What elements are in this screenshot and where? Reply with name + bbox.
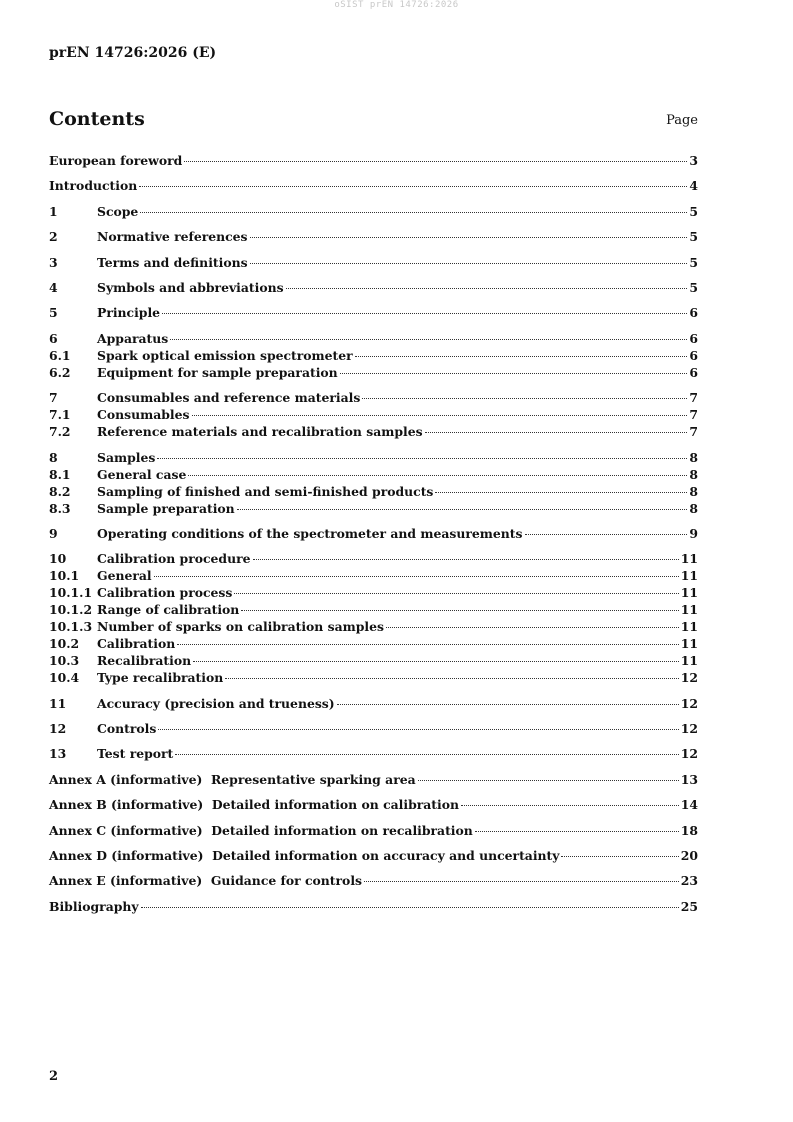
toc-entry[interactable] <box>49 406 698 423</box>
toc-entry-title: Annex E (informative) Guidance for controls <box>49 873 363 889</box>
toc-dot-leader <box>154 576 679 577</box>
toc-entry[interactable] <box>49 423 698 440</box>
toc-dot-leader <box>141 907 679 908</box>
toc-entry-number: 10.2 <box>49 636 80 652</box>
toc-entry-title: Annex A (informative) Representative sparking area <box>49 771 416 787</box>
toc-entry-page: 12 <box>680 746 698 762</box>
toc-dot-leader <box>162 313 687 314</box>
toc-entry-page: 8 <box>689 466 698 482</box>
toc-dot-leader <box>177 644 679 645</box>
toc-entry[interactable] <box>49 279 698 296</box>
toc-entry-page: 11 <box>680 568 698 584</box>
toc-entry-title: General case <box>97 466 187 482</box>
toc-entry-page: 9 <box>689 525 698 541</box>
toc-entry-page: 11 <box>680 602 698 618</box>
toc-entry-page: 5 <box>689 279 698 295</box>
toc-entry-title: Introduction <box>49 178 138 194</box>
toc-entry-number: 10.3 <box>49 653 80 669</box>
toc-entry-number: 10 <box>49 551 67 567</box>
toc-entry[interactable] <box>49 872 698 889</box>
toc-entry[interactable] <box>49 466 698 483</box>
toc-dot-leader <box>241 610 678 611</box>
toc-dot-leader <box>234 593 678 594</box>
toc-entry-title: Recalibration <box>97 653 192 669</box>
toc-entry[interactable] <box>49 669 698 686</box>
toc-entry-title: Calibration process <box>97 585 233 601</box>
toc-entry-page: 4 <box>689 178 698 194</box>
toc-entry-page: 20 <box>680 848 698 864</box>
toc-dot-leader <box>140 212 687 213</box>
toc-entry-page: 14 <box>680 797 698 813</box>
toc-entry[interactable] <box>49 228 698 245</box>
toc-entry-page: 5 <box>689 229 698 245</box>
toc-entry-title: Accuracy (precision and trueness) <box>97 695 335 711</box>
toc-entry[interactable] <box>49 330 698 347</box>
toc-entry-number: 10.4 <box>49 670 80 686</box>
toc-entry-title: Apparatus <box>97 330 169 346</box>
page-number: 2 <box>49 1069 59 1084</box>
toc-entry-number: 4 <box>49 279 58 295</box>
toc-dot-leader <box>340 373 688 374</box>
toc-entry-page: 8 <box>689 483 698 499</box>
toc-dot-leader <box>286 288 688 289</box>
toc-entry-number: 8.2 <box>49 483 71 499</box>
toc-entry-page: 12 <box>680 670 698 686</box>
toc-entry-title: Sample preparation <box>97 500 235 516</box>
toc-entry-number: 5 <box>49 305 58 321</box>
toc-dot-leader <box>425 432 688 433</box>
toc-entry[interactable] <box>49 347 698 364</box>
toc-entry-number: 10.1 <box>49 568 80 584</box>
toc-entry-title: Type recalibration <box>97 670 224 686</box>
toc-entry[interactable] <box>49 152 698 169</box>
toc-entry[interactable] <box>49 550 698 567</box>
table-of-contents <box>49 152 698 915</box>
toc-entry-number: 7.2 <box>49 424 71 440</box>
toc-entry[interactable] <box>49 254 698 271</box>
toc-dot-leader <box>193 661 679 662</box>
toc-dot-leader <box>364 881 679 882</box>
toc-entry[interactable] <box>49 618 698 635</box>
toc-entry-page: 7 <box>689 407 698 423</box>
toc-entry-title: Operating conditions of the spectrometer and measurements <box>97 525 523 541</box>
toc-entry-title: Equipment for sample preparation <box>97 364 338 380</box>
toc-entry-title: Annex D (informative) Detailed information on accuracy and uncertainty <box>49 848 560 864</box>
toc-entry-number: 13 <box>49 746 67 762</box>
toc-entry-title: Terms and definitions <box>97 254 248 270</box>
contents-title: Contents <box>49 108 145 130</box>
toc-entry[interactable] <box>49 796 698 813</box>
toc-dot-leader <box>386 627 679 628</box>
toc-entry-title: European foreword <box>49 153 183 168</box>
toc-entry-page: 11 <box>680 619 698 635</box>
toc-entry-number: 10.1.2 <box>49 602 93 618</box>
toc-dot-leader <box>525 534 688 535</box>
toc-entry-number: 2 <box>49 229 58 245</box>
toc-entry[interactable] <box>49 652 698 669</box>
toc-dot-leader <box>337 704 679 705</box>
toc-entry-title: Sampling of finished and semi-finished products <box>97 483 434 499</box>
toc-entry[interactable] <box>49 364 698 381</box>
toc-entry-page: 6 <box>689 305 698 321</box>
toc-entry-title: Calibration procedure <box>97 551 251 567</box>
toc-entry[interactable] <box>49 745 698 762</box>
toc-entry-page: 6 <box>689 330 698 346</box>
toc-entry-title: General <box>97 568 152 584</box>
toc-entry[interactable] <box>49 177 698 194</box>
toc-dot-leader <box>225 678 679 679</box>
toc-entry-number: 10.1.3 <box>49 619 93 635</box>
toc-dot-leader <box>253 559 679 560</box>
toc-dot-leader <box>250 263 688 264</box>
toc-entry-title: Samples <box>97 449 156 465</box>
toc-dot-leader <box>461 805 679 806</box>
toc-dot-leader <box>139 186 687 187</box>
toc-entry-number: 12 <box>49 721 67 737</box>
toc-entry-title: Scope <box>97 203 139 219</box>
toc-dot-leader <box>157 458 687 459</box>
toc-entry-title: Symbols and abbreviations <box>97 279 284 295</box>
toc-entry[interactable] <box>49 525 698 542</box>
toc-entry-page: 6 <box>689 347 698 363</box>
toc-entry-page: 25 <box>680 898 698 914</box>
toc-dot-leader <box>435 492 687 493</box>
toc-entry-number: 7 <box>49 390 58 406</box>
toc-dot-leader <box>237 509 688 510</box>
toc-entry-title: Controls <box>97 721 157 737</box>
toc-entry-title: Annex C (informative) Detailed information on recalibration <box>49 822 473 838</box>
toc-entry-title: Consumables <box>97 407 190 423</box>
toc-entry-number: 8.1 <box>49 466 71 482</box>
document-id: prEN 14726:2026 (E) <box>49 45 217 61</box>
toc-entry-title: Spark optical emission spectrometer <box>97 347 353 363</box>
page-column-label: Page <box>666 113 698 128</box>
toc-entry-page: 23 <box>680 873 698 889</box>
toc-entry-number: 6.1 <box>49 347 71 363</box>
toc-entry-page: 8 <box>689 449 698 465</box>
watermark: oSIST prEN 14726:2026 <box>334 0 459 10</box>
toc-entry[interactable] <box>49 584 698 601</box>
toc-entry-number: 11 <box>49 695 67 711</box>
toc-dot-leader <box>561 856 678 857</box>
toc-entry-page: 6 <box>689 364 698 380</box>
toc-entry-page: 12 <box>680 721 698 737</box>
toc-entry-number: 6 <box>49 330 58 346</box>
toc-entry-title: Number of sparks on calibration samples <box>97 619 384 635</box>
toc-entry[interactable] <box>49 567 698 584</box>
toc-entry-number: 1 <box>49 203 58 219</box>
toc-dot-leader <box>250 237 688 238</box>
toc-dot-leader <box>355 356 688 357</box>
toc-entry-page: 3 <box>689 153 698 168</box>
toc-entry-title: Calibration <box>97 636 176 652</box>
toc-entry-page: 18 <box>680 822 698 838</box>
toc-entry[interactable] <box>49 203 698 220</box>
toc-entry-page: 5 <box>689 203 698 219</box>
toc-entry-page: 13 <box>680 771 698 787</box>
toc-entry[interactable] <box>49 500 698 517</box>
toc-entry-title: Normative references <box>97 229 248 245</box>
toc-entry-page: 11 <box>680 551 698 567</box>
toc-entry[interactable] <box>49 847 698 864</box>
toc-entry-title: Test report <box>97 746 174 762</box>
toc-dot-leader <box>175 754 678 755</box>
toc-entry-title: Reference materials and recalibration samples <box>97 424 423 440</box>
toc-dot-leader <box>362 398 687 399</box>
toc-entry[interactable] <box>49 304 698 321</box>
toc-entry-title: Consumables and reference materials <box>97 390 361 406</box>
toc-entry-page: 12 <box>680 695 698 711</box>
toc-entry-number: 9 <box>49 525 58 541</box>
toc-entry-number: 3 <box>49 254 58 270</box>
toc-entry-title: Principle <box>97 305 161 321</box>
toc-dot-leader <box>418 780 679 781</box>
toc-entry-title: Bibliography <box>49 898 139 914</box>
toc-entry-number: 8 <box>49 449 58 465</box>
toc-entry[interactable] <box>49 449 698 466</box>
toc-entry[interactable] <box>49 771 698 788</box>
toc-entry-page: 11 <box>680 585 698 601</box>
toc-entry-number: 7.1 <box>49 407 71 423</box>
toc-dot-leader <box>170 339 687 340</box>
toc-dot-leader <box>188 475 687 476</box>
toc-entry-page: 11 <box>680 653 698 669</box>
toc-entry-number: 6.2 <box>49 364 71 380</box>
toc-entry[interactable] <box>49 695 698 712</box>
toc-dot-leader <box>184 161 687 162</box>
toc-entry[interactable] <box>49 635 698 652</box>
toc-entry[interactable] <box>49 720 698 737</box>
toc-entry-title: Range of calibration <box>97 602 240 618</box>
toc-entry[interactable] <box>49 898 698 915</box>
toc-entry-page: 5 <box>689 254 698 270</box>
toc-dot-leader <box>475 831 679 832</box>
toc-entry-page: 11 <box>680 636 698 652</box>
toc-entry[interactable] <box>49 822 698 839</box>
toc-entry-page: 7 <box>689 390 698 406</box>
toc-entry-title: Annex B (informative) Detailed information on calibration <box>49 797 459 813</box>
toc-entry-number: 10.1.1 <box>49 585 93 601</box>
toc-entry-page: 7 <box>689 424 698 440</box>
toc-entry-number: 8.3 <box>49 500 71 516</box>
toc-entry[interactable] <box>49 601 698 618</box>
toc-entry[interactable] <box>49 389 698 406</box>
toc-entry-page: 8 <box>689 500 698 516</box>
toc-dot-leader <box>192 415 688 416</box>
toc-entry[interactable] <box>49 483 698 500</box>
toc-dot-leader <box>158 729 678 730</box>
